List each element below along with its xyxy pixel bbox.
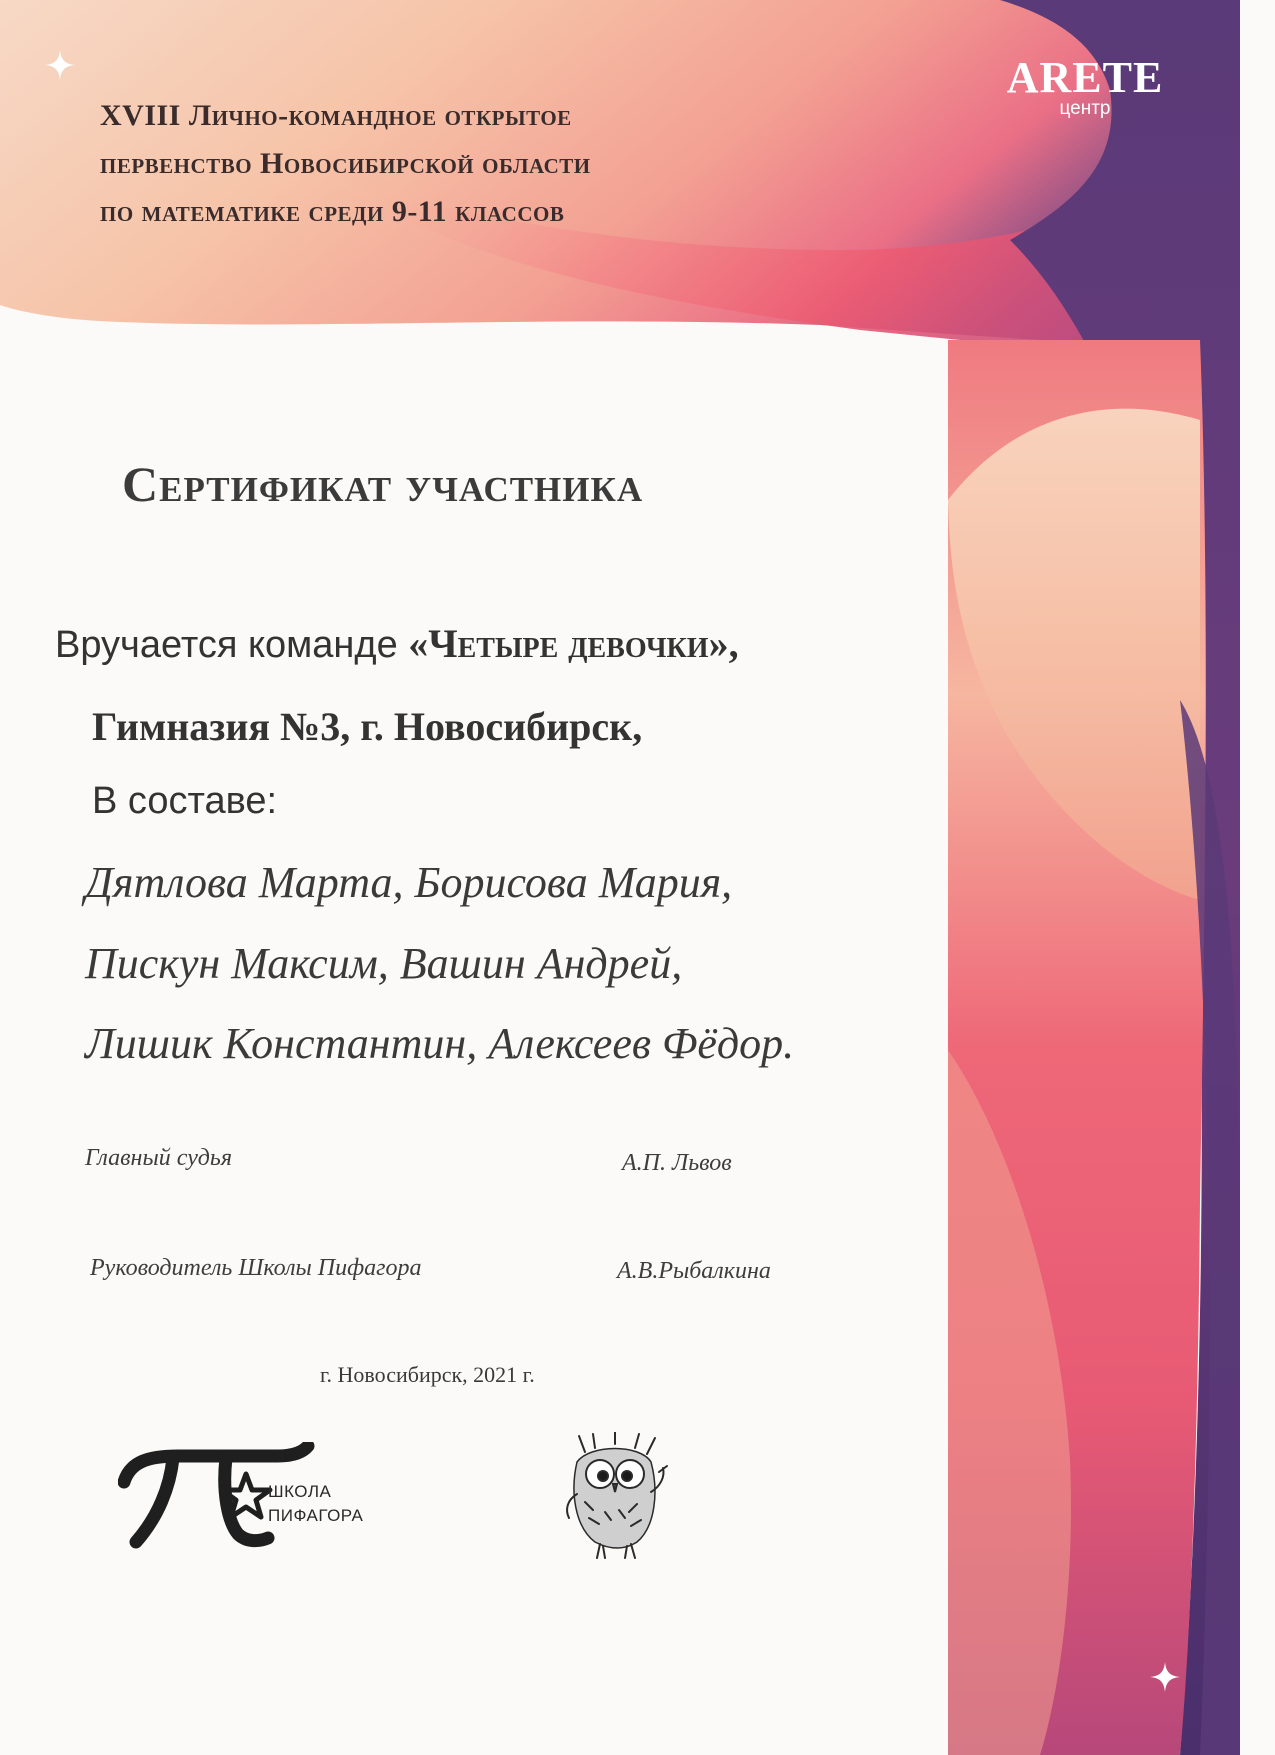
members-label: В составе: [92, 780, 278, 822]
signature-name: А.П. Львов [622, 1150, 732, 1176]
school-name: Гимназия №3, г. Новосибирск, [92, 704, 643, 749]
award-line [55, 620, 739, 667]
team-name: «Четыре девочки», [408, 621, 739, 666]
arete-logo [985, 55, 1185, 119]
members-line: Лишик Константин, Алексеев Фёдор. [85, 1019, 795, 1068]
place-date: г. Новосибирск, 2021 г. [320, 1362, 535, 1387]
sparkle-icon [43, 48, 77, 82]
members-line: Пискун Максим, Вашин Андрей, [85, 939, 683, 988]
pythagoras-school-logo-text [268, 1480, 363, 1528]
logo-text-line: ПИФАГОРА [268, 1506, 364, 1525]
members-line: Дятлова Марта, Борисова Мария, [85, 858, 733, 907]
sparkle-icon [1148, 1660, 1182, 1694]
signature-role: Главный судья [85, 1145, 232, 1171]
award-prefix: Вручается команде [55, 624, 409, 666]
arete-logo-word: ARETE [1006, 53, 1164, 102]
certificate-title: Сертификат участника [122, 456, 644, 512]
owl-mascot-icon [555, 1432, 675, 1562]
header-line: по математике среди 9-11 классов [100, 195, 565, 228]
header-line: XVIII Лично-командное открытое [100, 99, 572, 132]
signature-role: Руководитель Школы Пифагора [90, 1255, 422, 1281]
header-line: первенство Новосибирской области [100, 147, 591, 180]
logo-text-line: ШКОЛА [268, 1482, 332, 1501]
competition-header [100, 92, 591, 236]
signature-name: А.В.Рыбалкина [617, 1258, 771, 1284]
arete-logo-sub: центр [1059, 98, 1111, 119]
